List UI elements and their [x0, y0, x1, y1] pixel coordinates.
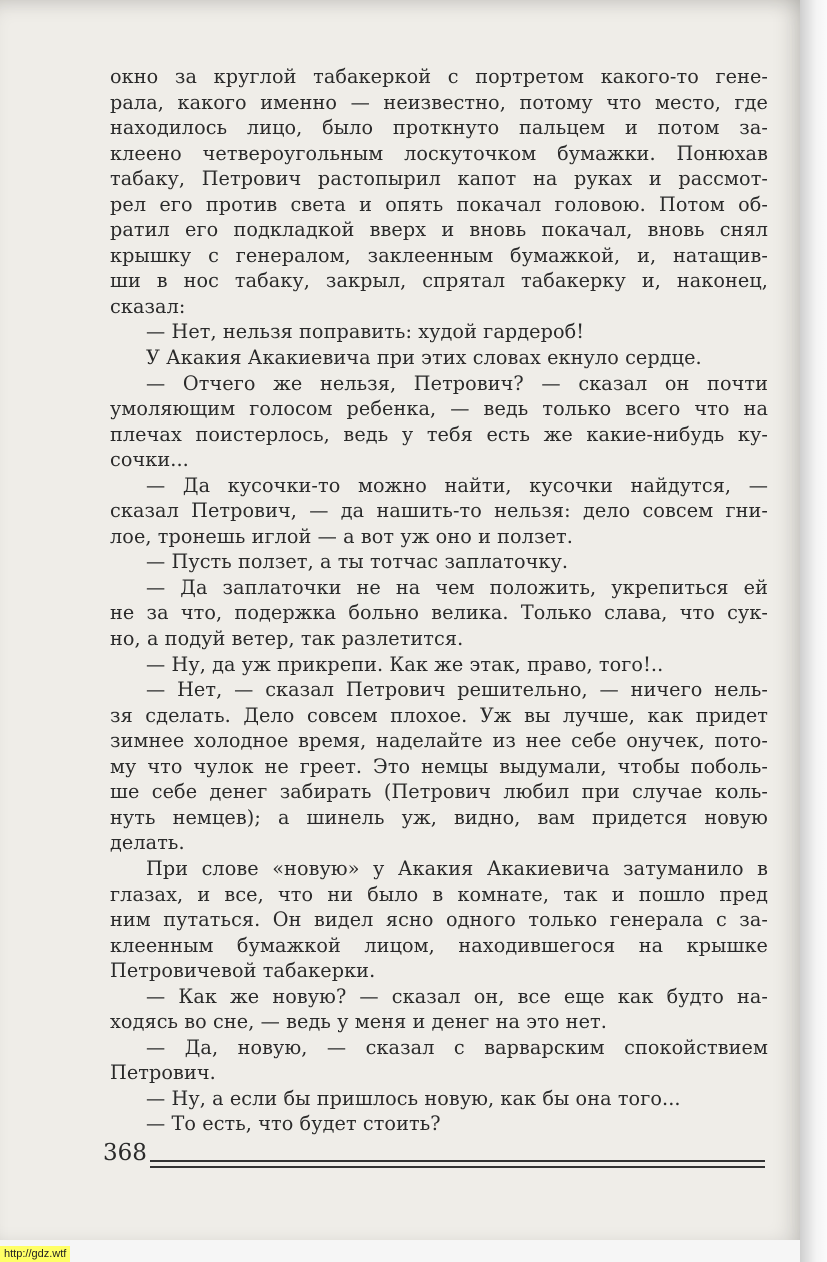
- text-line: клеенным бумажкой лицом, находившегося на крышке: [110, 933, 768, 957]
- footer-rule-thin: [150, 1166, 765, 1168]
- text-line: — Да заплаточки не на чем положить, укрепиться ей: [146, 575, 768, 599]
- text-line: сказал:: [110, 294, 186, 318]
- text-line: сказал Петрович, — да нашить-то нельзя: дело совсем гни-: [110, 499, 768, 523]
- body-text: [110, 64, 768, 1137]
- watermark-link[interactable]: http://gdz.wtf: [0, 1246, 70, 1262]
- text-line: лое, тронешь иглой — а вот уж оно и ползет.: [110, 524, 573, 548]
- text-line: ходясь во сне, — ведь у меня и денег на это нет.: [110, 1010, 607, 1034]
- footer-rule-thick: [150, 1160, 765, 1162]
- text-line: находилось лицо, было проткнуто пальцем и потом за-: [110, 116, 768, 140]
- text-line: — Ну, да уж прикрепи. Как же этак, право, того!..: [146, 652, 664, 676]
- text-line: глазах, и все, что ни было в комнате, так и пошло пред: [110, 882, 768, 906]
- page-number: 368: [103, 1140, 147, 1166]
- text-line: зимнее холодное время, наделайте из нее себе онучек, пото-: [110, 729, 768, 753]
- text-line: — Нет, нельзя поправить: худой гардероб!: [146, 320, 585, 344]
- text-line: клеено четвероугольным лоскуточком бумажки. Понюхав: [110, 141, 768, 165]
- text-line: делать.: [110, 831, 185, 855]
- text-line: но, а подуй ветер, так разлетится.: [110, 627, 464, 651]
- text-line: ним путаться. Он видел ясно одного только генерала с за-: [110, 908, 768, 932]
- text-line: крышку с генералом, заклеенным бумажкой, и, натащив-: [110, 243, 768, 267]
- text-line: сочки...: [110, 448, 189, 472]
- text-line: Петрович.: [110, 1061, 216, 1085]
- text-line: При слове «новую» у Акакия Акакиевича затуманило в: [146, 856, 768, 880]
- text-line: У Акакия Акакиевича при этих словах екнуло сердце.: [146, 346, 702, 370]
- text-line: не за что, подержка больно велика. Только слава, что сук-: [110, 601, 768, 625]
- text-line: — То есть, что будет стоить?: [146, 1112, 441, 1136]
- text-line: — Пусть ползет, а ты тотчас заплаточку.: [146, 550, 569, 574]
- text-line: рел его против света и опять покачал головою. Потом об-: [110, 192, 768, 216]
- page-edge-shadow: [800, 0, 827, 1262]
- text-line: му что чулок не греет. Это немцы выдумали, чтобы поболь-: [110, 754, 768, 778]
- text-line: — Как же новую? — сказал он, все еще как будто на-: [146, 984, 768, 1008]
- text-line: умоляющим голосом ребенка, — ведь только всего что на: [110, 397, 768, 421]
- text-line: рала, какого именно — неизвестно, потому что место, где: [110, 90, 768, 114]
- text-line: ше себе денег забирать (Петрович любил при случае коль-: [110, 780, 768, 804]
- text-line: — Да кусочки-то можно найти, кусочки найдутся, —: [146, 473, 768, 497]
- text-line: — Нет, — сказал Петрович решительно, — ничего нель-: [146, 678, 768, 702]
- text-line: зя сделать. Дело совсем плохое. Уж вы лучше, как придет: [110, 703, 768, 727]
- text-line: окно за круглой табакеркой с портретом какого-то гене-: [110, 65, 768, 88]
- text-line: ши в нос табаку, закрыл, спрятал табакерку и, наконец,: [110, 269, 768, 293]
- text-line: нуть немцев); а шинель уж, видно, вам придется новую: [110, 805, 768, 829]
- text-line: — Да, новую, — сказал с варварским спокойствием: [146, 1035, 768, 1059]
- text-line: — Ну, а если бы пришлось новую, как бы она того...: [146, 1086, 681, 1110]
- text-line: ратил его подкладкой вверх и вновь покачал, вновь снял: [110, 218, 768, 242]
- text-line: — Отчего же нельзя, Петрович? — сказал он почти: [146, 371, 768, 395]
- text-line: табаку, Петрович растопырил капот на руках и рассмот-: [110, 167, 768, 191]
- text-line: плечах поистерлось, ведь у тебя есть же какие-нибудь ку-: [110, 422, 768, 446]
- text-line: Петровичевой табакерки.: [110, 959, 376, 983]
